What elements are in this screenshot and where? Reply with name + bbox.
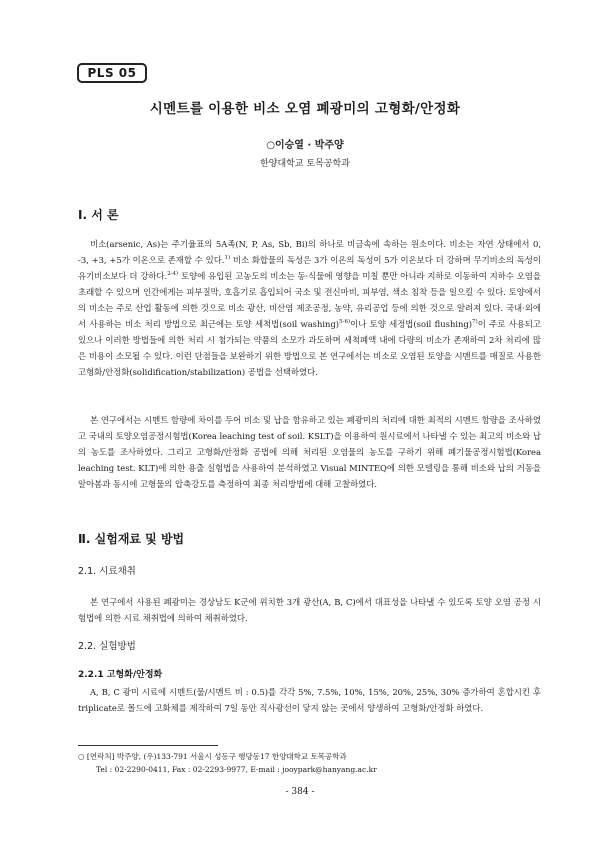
subsection-2-2: 2.2. 실험방법: [78, 641, 136, 652]
page-number: - 384 -: [285, 787, 315, 797]
intro-paragraph-2: 본 연구에서는 시멘트 함량에 차이를 두어 비소 및 납을 함유하고 있는 폐광미의 처리에 대한 최적의 시멘트 함량을 조사하였고 국내의 토양오염공정시험법(Korea leaching test of soil. KSLT)을 이용하여 원시료에서 나타낼 수 있는 최고의 비소와 납의 농도를 조사하였다. 그리고 고형화/안정화 공법에 의해 처리된 오염물의 농도를 구하기 위해 폐기물공정시험법(Korea leaching test. KLT)에 의한 용출 실험법을 사용하여 분석하였고 Visual MINTEQ에 의한 모델링을 통해 비소와 납의 거동을 알아봄과 동시에 고형물의 압축강도를 측정하여 최종 처리방법에 대해 고찰하였다.: [78, 415, 541, 489]
footnote-divider: [78, 745, 218, 746]
subsection-2-2-1: 2.2.1 고형화/안정화: [78, 670, 163, 680]
methods-heading: Ⅱ. 실험재료 및 방법: [78, 532, 185, 546]
intro-heading: Ⅰ. 서 론: [78, 208, 119, 222]
affiliation: 한양대학교 토목공학과: [260, 159, 350, 169]
footnote-contact: ○ [연락처] 박주양, (우)133-791 서울시 성동구 행당동17 한양대학교 토목공학과: [78, 752, 347, 761]
paper-title: 시멘트를 이용한 비소 오염 폐광미의 고형화/안정화: [149, 101, 461, 117]
authors: ○이승열 · 박주양: [266, 140, 344, 151]
subsection-2-1: 2.1. 시료채취: [78, 566, 136, 577]
intro-paragraph-1: 비소(arsenic, As)는 주기율표의 5A족(N, P, As, Sb, Bi)의 하나로 비금속에 속하는 원소이다. 비소는 자연 상태에서 0, -3, +3, +5가 이온으로 존재할 수 있다.$^{1)}$ 비소 화합물의 독성은 3가 이온의 독성이 5가 이온보다 더 강하며 무기비소의 독성이 유기비소보다 더 강하다.$^{2-4)}$ 토양에 유입된 고농도의 비소는 동·식물에 영향을 미칠 뿐만 아니라 지하로 이동하여 지하수 오염을 초래할 수 있으며 인간에게는 피부질막, 호흡기로 흡입되어 국소 및 전신마비, 피부염, 색소 침착 등을 일으킬 수 있다. 토양에서의 비소는 주로 산업 활동에 의한 것으로 비소 광산, 비산염 제조공정, 농약, 유리공업 등에 의한 것으로 알려져 있다. 국내·외에서 사용하는 비소 처리 방법으로 최근에는 토양 세척법(soil washing)$^{5-6)}$이나 토양 세정법(soil flushing)$^{7)}$이 주로 사용되고 있으나 이러한 방법들에 의한 처리 시 첨가되는 약품의 소모가 과도하며 세척폐액 내에 다량의 비소가 존재하여 2차 처리에 많은 비용이 소모될 수 있다. 이런 단점들을 보완하기 위한 방법으로 본 연구에서는 비소로 오염된 토양을 시멘트를 매질로 사용한 고형화/안정화(solidification/stabilization) 공법을 선택하였다.: [78, 239, 541, 377]
session-badge: PLS 05: [77, 63, 147, 83]
paragraph-2-2-1: A, B, C 광미 시료에 시멘트(물/시멘트 비 : 0.5)를 각각 5%, 7.5%, 10%, 15%, 20%, 25%, 30% 증가하여 혼합시킨 후 triplicate로 몰드에 고화체를 제작하여 7일 동안 직사광선이 닿지 않는 곳에서 양생하여 고형화/안정화 하였다.: [78, 687, 541, 713]
footnote-phone-email: Tel : 02-2290-0411, Fax : 02-2293-9977, E-mail : jooypark@hanyang.ac.kr: [96, 765, 377, 774]
paragraph-2-1: 본 연구에서 사용된 폐광미는 경상남도 K군에 위치한 3개 광산(A, B, C)에서 대표성을 나타낼 수 있도록 토양 오염 공정 시험법에 의한 시료 채취법에 의하여 채취하였다.: [78, 597, 541, 623]
